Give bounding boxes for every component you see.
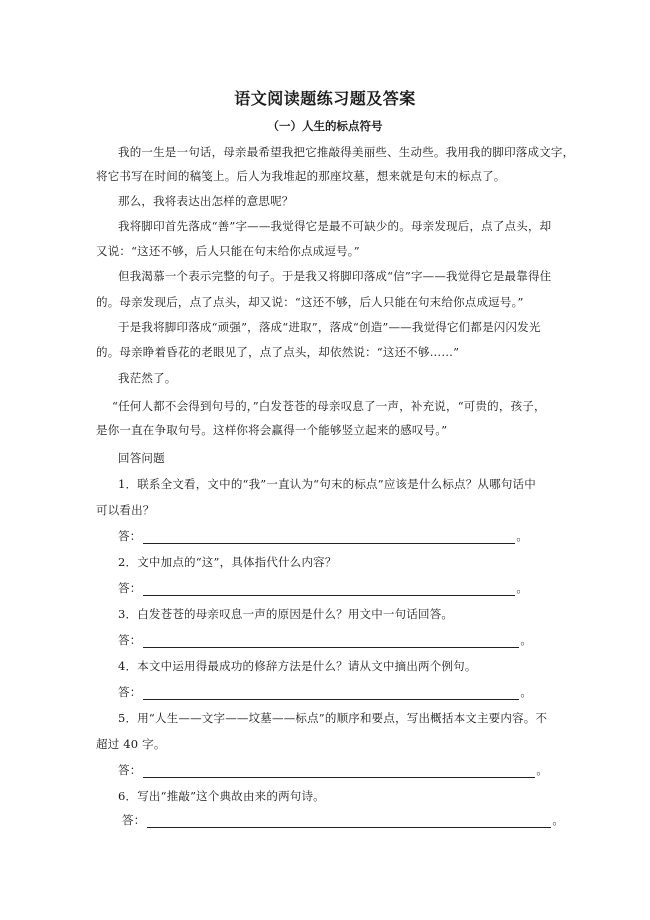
- passage-line: 的。母亲睁着昏花的老眼见了，点了点头，却依然说：“这还不够……”: [96, 345, 460, 359]
- passage-line: “任何人都不会得到句号的，”白发苍苍的母亲叹息了一声，补充说，“可贵的，孩子，: [112, 399, 546, 413]
- answer-end: 。: [520, 633, 533, 647]
- answer-label: 答：: [118, 763, 142, 777]
- answer-end: 。: [552, 813, 565, 827]
- answer-label: 答：: [118, 581, 142, 595]
- passage-title: （一）人生的标点符号: [267, 119, 383, 133]
- answer-end: 。: [520, 685, 533, 699]
- passage-line: 又说：“这还不够，后人只能在句末给你点成逗号。”: [96, 244, 360, 258]
- question-4: 4．本文中运用得最成功的修辞方法是什么？请从文中摘出两个例句。: [118, 659, 477, 673]
- answer-label: 答：: [122, 813, 146, 827]
- question-2: 2．文中加点的“这”，具体指代什么内容？: [118, 555, 337, 569]
- answer-label: 答：: [118, 633, 142, 647]
- question-5: 超过 40 字。: [96, 737, 166, 751]
- passage-line: 但我渴慕一个表示完整的句子。于是我又将脚印落成“信”字——我觉得它是最靠得住: [118, 269, 552, 283]
- answer-line-1[interactable]: [118, 528, 578, 544]
- passage-line: 那么，我将表达出怎样的意思呢？: [118, 194, 294, 208]
- answer-end: 。: [536, 763, 549, 777]
- passage-line: 我茫然了。: [118, 371, 177, 385]
- passage-line: 于是我将脚印落成“顽强”，落成“进取”，落成“创造”——我觉得它们都是闪闪发光: [118, 320, 541, 334]
- passage-line: 我的一生是一句话，母亲最希望我把它推敲得美丽些、生动些。我用我的脚印落成文字，: [118, 145, 575, 159]
- answer-label: 答：: [118, 685, 142, 699]
- answer-end: 。: [516, 529, 529, 543]
- question-1: 可以看出？: [96, 503, 155, 517]
- answer-end: 。: [516, 581, 529, 595]
- question-3: 3．白发苍苍的母亲叹息一声的原因是什么？用文中一句话回答。: [118, 607, 454, 621]
- question-5: 5．用“人生——文字——坟墓——标点”的顺序和要点，写出概括本文主要内容。不: [118, 711, 548, 725]
- question-6: 6．写出“推敲”这个典故由来的两句诗。: [118, 789, 325, 803]
- answer-line-4[interactable]: [118, 684, 578, 700]
- section-label: 回答问题: [118, 451, 165, 465]
- document-title: 语文阅读题练习题及答案: [234, 89, 416, 108]
- answer-line-3[interactable]: [118, 632, 578, 648]
- passage-line: 的。母亲发现后，点了点头，却又说：“这还不够，后人只能在句末给你点成逗号。”: [96, 295, 524, 309]
- answer-line-5[interactable]: [118, 762, 578, 778]
- answer-line-2[interactable]: [118, 580, 578, 596]
- answer-line-6[interactable]: [122, 812, 582, 828]
- question-1: 1．联系全文看，文中的“我”一直认为“句末的标点”应该是什么标点？从哪句话中: [118, 477, 536, 491]
- answer-label: 答：: [118, 529, 142, 543]
- passage-line: 将它书写在时间的稿笺上。后人为我堆起的那座坟墓，想来就是句末的标点了。: [96, 169, 506, 183]
- answer-blank[interactable]: [143, 583, 515, 596]
- answer-blank[interactable]: [147, 815, 551, 828]
- answer-blank[interactable]: [143, 765, 535, 778]
- answer-blank[interactable]: [143, 531, 515, 544]
- passage-line: 我将脚印首先落成“善”字——我觉得它是最不可缺少的。母亲发现后，点了点头，却: [118, 219, 552, 233]
- answer-blank[interactable]: [143, 635, 519, 648]
- passage-line: 是你一直在争取句号。这样你将会赢得一个能够竖立起来的感叹号。”: [96, 423, 448, 437]
- answer-blank[interactable]: [143, 687, 519, 700]
